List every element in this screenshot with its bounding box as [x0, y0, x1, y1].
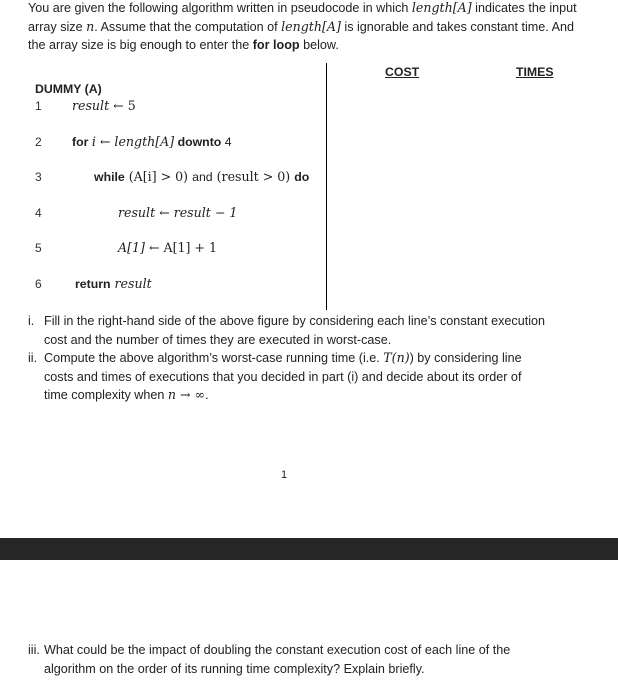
- page-number: 1: [281, 469, 288, 481]
- question-i: i. Fill in the right-hand side of the above figure by considering each line’s constant execution cost and the number of times they are executed in worst-case.: [28, 314, 546, 347]
- question-ii: ii. Compute the above algorithm’s worst-case running time (i.e. T(n)) by considering line costs and times of executions that you decided in part (i) and decide about its order of time complexity when n → ∞.: [28, 350, 522, 402]
- cost-header: COST: [385, 65, 420, 79]
- table-divider: [326, 63, 327, 310]
- question-iii: [28, 641, 548, 678]
- page-separator: [0, 538, 618, 560]
- line-number-2: 2: [35, 135, 42, 149]
- pseudocode-line-1: result ← 5: [72, 98, 136, 113]
- pseudocode-line-2: for i ← length[A] downto 4: [72, 134, 232, 149]
- line-number-3: 3: [35, 170, 42, 184]
- question-iii-item: iii. What could be the impact of doubling the constant execution cost of each line of the algorithm on the order of its running time complexity? Explain briefly.: [28, 643, 511, 676]
- pseudocode-line-6: return result: [75, 276, 152, 291]
- times-header: TIMES: [516, 65, 554, 79]
- pseudocode-line-5: A[1] ← A[1] + 1: [118, 240, 218, 255]
- algorithm-title: DUMMY (A): [35, 82, 102, 96]
- pseudocode-line-3: while (A[i] > 0) and (result > 0) do: [94, 169, 310, 184]
- pseudocode-line-4: result ← result − 1: [118, 205, 238, 220]
- intro-paragraph: You are given the following algorithm written in pseudocode in which length[A] indicates the input array size n. Assume that the computation of length[A] is ignorable and takes constant time. And the array size is big enough to enter the for loop below.: [28, 0, 577, 52]
- line-number-6: 6: [35, 277, 42, 291]
- questions-list: [28, 312, 548, 405]
- line-number-1: 1: [35, 99, 42, 113]
- line-number-4: 4: [35, 206, 42, 220]
- line-number-5: 5: [35, 241, 42, 255]
